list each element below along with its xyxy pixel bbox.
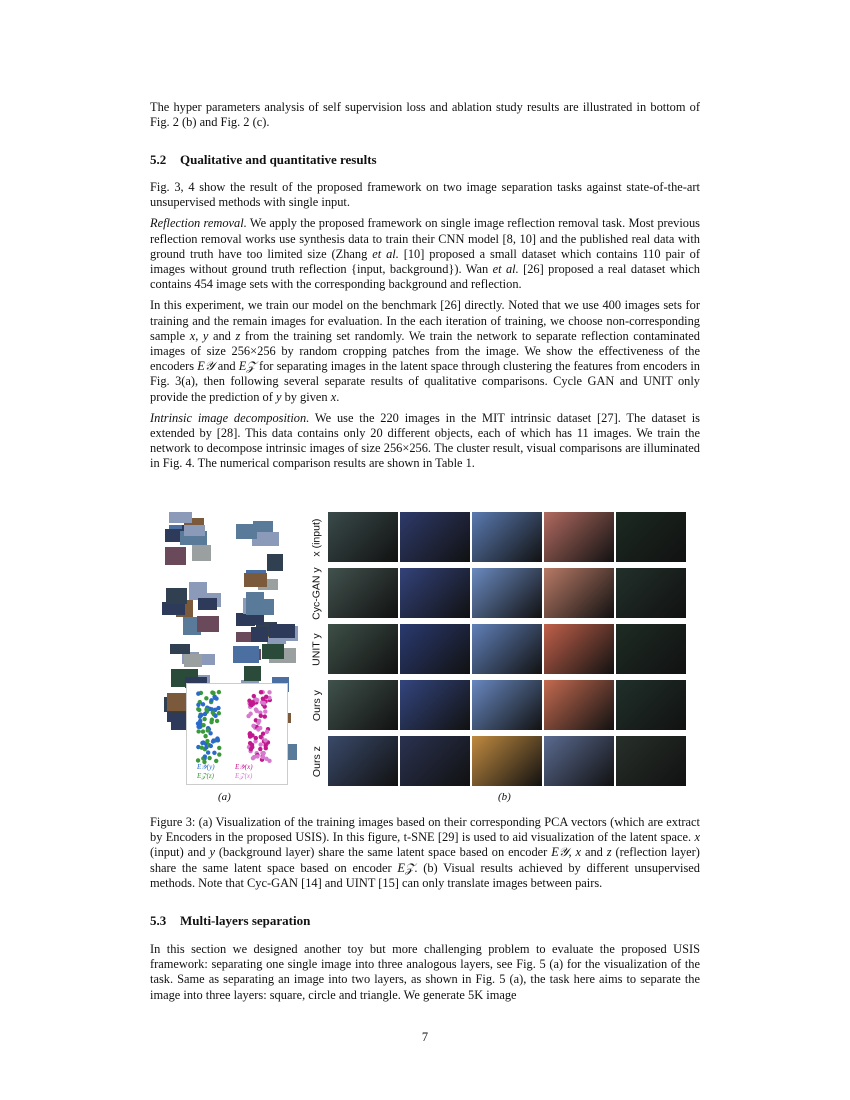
result-image — [328, 680, 398, 730]
paragraph-multilayer: In this section we designed another toy but more challenging problem to evaluate the proposed USIS framework: separating one single image into three analogous layers, see Fig. 5 (a) for the visualization of the task. Same as separating an image into two layers, as shown in Fig. 5 (a), the task here aims to separate the image into three layers: square, circle and triangle. We generate 5K image — [150, 942, 700, 1002]
section-5-2-heading — [150, 152, 700, 167]
training-thumbnail — [262, 644, 284, 659]
result-image — [544, 512, 614, 562]
legend-ez-z: E𝒵(z) — [197, 772, 214, 780]
tsne-point — [212, 751, 216, 755]
tsne-point — [249, 703, 253, 707]
sublabel-a: (a) — [218, 791, 231, 803]
tsne-point — [257, 719, 261, 723]
tsne-point — [250, 743, 254, 747]
result-image — [616, 512, 686, 562]
tsne-point — [258, 726, 262, 730]
tsne-point — [201, 729, 205, 733]
tsne-point — [210, 718, 214, 722]
tsne-point — [259, 714, 263, 718]
training-thumbnail — [170, 644, 190, 654]
tsne-point — [246, 714, 250, 718]
result-image — [400, 624, 470, 674]
legend-ez-x: E𝒵(x) — [235, 772, 253, 780]
training-thumbnail — [166, 588, 187, 603]
training-thumbnail — [246, 599, 274, 616]
tsne-point — [211, 738, 215, 742]
page-number: 7 — [421, 1030, 429, 1044]
figure-3-caption: Figure 3: (a) Visualization of the training images based on their corresponding PCA vectors (which are extract by Encoders in the proposed USIS). In this figure, t-SNE [29] is used to aid visualization of the latent space. x (input) and y (background layer) share the same latent space based on encoder E𝒴, x and z (reflection layer) share the same latent space based on encoder E𝒵. (b) Visual results achieved by different unsupervised methods. Note that Cyc-GAN [14] and UINT [15] can only translate images between pairs. — [150, 815, 700, 890]
tsne-point — [205, 739, 209, 743]
section-title: Qualitative and quantitative results — [180, 152, 377, 167]
result-image — [328, 512, 398, 562]
result-image — [472, 512, 542, 562]
result-image — [400, 680, 470, 730]
training-thumbnail — [169, 512, 192, 523]
tsne-point — [261, 755, 265, 759]
intrinsic-title: Intrinsic image decomposition. — [150, 410, 310, 425]
result-image — [400, 568, 470, 618]
tsne-point — [251, 724, 255, 728]
tsne-point — [213, 714, 217, 718]
result-image — [472, 568, 542, 618]
tsne-point — [198, 724, 202, 728]
result-image — [472, 624, 542, 674]
tsne-point — [250, 733, 254, 737]
result-image — [328, 568, 398, 618]
tsne-point — [196, 691, 200, 695]
tsne-point — [204, 707, 208, 711]
row-label-ours-z: Ours z — [310, 746, 323, 778]
result-image — [616, 736, 686, 786]
tsne-point — [263, 738, 267, 742]
figure-3 — [150, 508, 700, 808]
section-5-3-heading — [150, 913, 700, 928]
result-image — [544, 568, 614, 618]
tsne-point — [203, 712, 207, 716]
training-thumbnail — [267, 554, 283, 571]
training-thumbnail — [184, 654, 201, 667]
result-image — [328, 624, 398, 674]
result-image — [544, 680, 614, 730]
row-label-cycgan: Cyc-GAN y — [310, 567, 323, 621]
training-thumbnail — [269, 624, 295, 638]
result-image — [544, 736, 614, 786]
result-image — [544, 624, 614, 674]
result-image — [616, 624, 686, 674]
result-image — [472, 736, 542, 786]
tsne-point — [258, 742, 262, 746]
tsne-point — [263, 714, 267, 718]
result-image — [328, 736, 398, 786]
training-thumbnail — [233, 646, 259, 663]
training-thumbnail — [197, 616, 219, 632]
training-thumbnail — [244, 666, 261, 681]
row-label-unit: UNIT y — [310, 633, 323, 667]
tsne-point — [215, 736, 219, 740]
reflection-removal-title: Reflection removal. — [150, 216, 247, 231]
tsne-point — [197, 708, 201, 712]
tsne-point — [196, 703, 200, 707]
tsne-point — [202, 717, 206, 721]
tsne-point — [258, 747, 262, 751]
paragraph-experiment: In this experiment, we train our model on the benchmark [26] directly. Noted that we use 400 images sets for training and the remain images for evaluation. In the each iteration of training, we choose non-corresponding sample x, y and z from the training set randomly. We train the network to separate reflection contaminated images of size 256×256 by random cropping patches from the image. We show the effectiveness of the encoders E𝒴 and E𝒵 for separating images in the latent space through clustering the features from encoders in Fig. 3(a), then following several separate results of qualitative comparisons. Cycle GAN and UNIT only provide the prediction of y by given x. — [150, 298, 701, 404]
tsne-point — [201, 740, 205, 744]
tsne-point — [214, 696, 218, 700]
section-number: 5.3 — [150, 913, 167, 928]
tsne-point — [255, 709, 259, 713]
tsne-point — [264, 695, 268, 699]
tsne-point — [217, 752, 221, 756]
legend-ey-x: E𝒴(x) — [235, 763, 253, 771]
paragraph-reflection-removal: Reflection removal. We apply the proposed framework on single image reflection removal task. Most previous reflection removal works use synthesis data to train their CNN model [8, 10] and the published real data with ground truth have too limited size (Zhang et al. [10] proposed a small dataset which contains 110 pair of images without ground truth reflection {input, background}). Wan et al. [26] proposed a real dataset which contains 454 image sets with the corresponding background and reflection. — [150, 216, 700, 292]
training-thumbnail — [253, 521, 274, 532]
tsne-point — [200, 746, 204, 750]
tsne-point — [259, 690, 263, 694]
tsne-point — [252, 755, 256, 759]
result-image — [616, 568, 686, 618]
tsne-legend — [197, 763, 273, 781]
paragraph-overview: Fig. 3, 4 show the result of the proposed framework on two image separation tasks against state-of-the-art unsupervised methods with single input. — [150, 180, 700, 210]
tsne-point — [255, 698, 259, 702]
row-label-input: x (input) — [310, 519, 323, 557]
tsne-point — [206, 750, 210, 754]
tsne-point — [209, 698, 213, 702]
training-thumbnail — [244, 573, 266, 588]
tsne-point — [217, 746, 221, 750]
tsne-point — [207, 756, 211, 760]
training-thumbnail — [165, 547, 186, 564]
legend-ey-y: E𝒴(y) — [197, 763, 215, 771]
tsne-point — [216, 706, 220, 710]
intro-text: The hyper parameters analysis of self supervision loss and ablation study results are illustrated in bottom of Fig. 2 (b) and Fig. 2 (c). — [150, 100, 700, 130]
sublabel-b: (b) — [498, 791, 511, 803]
tsne-scatter — [187, 684, 287, 768]
tsne-point — [252, 694, 256, 698]
tsne-point — [262, 701, 266, 705]
training-thumbnail — [198, 598, 217, 610]
tsne-point — [263, 743, 267, 747]
section-5-3-body — [150, 942, 700, 1003]
tsne-point — [203, 754, 207, 758]
tsne-cluster-plot — [186, 683, 288, 785]
result-image — [400, 512, 470, 562]
result-image — [472, 680, 542, 730]
intro-paragraph — [150, 100, 700, 130]
tsne-point — [265, 730, 269, 734]
training-thumbnail — [251, 627, 267, 642]
section-title: Multi-layers separation — [180, 913, 311, 928]
training-thumbnail — [192, 545, 211, 561]
tsne-point — [209, 744, 213, 748]
paragraph-intrinsic: Intrinsic image decomposition. We use the 220 images in the MIT intrinsic dataset [27]. The dataset is extended by [28]. This data contains only 20 different objects, each of which has 11 images. We train the network to decompose intrinsic images of size 256×256. The cluster result, visual comparisons are illuminated in Fig. 4. The numerical comparison results are shown in Table 1. — [150, 410, 700, 471]
tsne-point — [215, 719, 219, 723]
tsne-point — [267, 690, 271, 694]
result-image — [400, 736, 470, 786]
tsne-point — [211, 691, 215, 695]
tsne-point — [260, 751, 264, 755]
tsne-point — [263, 709, 267, 713]
training-thumbnail — [184, 525, 206, 536]
tsne-point — [201, 702, 205, 706]
tsne-point — [203, 734, 207, 738]
result-image — [616, 680, 686, 730]
section-5-2-body — [150, 180, 700, 472]
tsne-point — [217, 690, 221, 694]
tsne-point — [196, 729, 200, 733]
tsne-point — [199, 713, 203, 717]
row-label-ours-y: Ours y — [310, 690, 323, 722]
tsne-point — [259, 735, 263, 739]
section-number: 5.2 — [150, 152, 167, 167]
training-thumbnail — [162, 602, 185, 616]
tsne-point — [204, 696, 208, 700]
tsne-point — [249, 747, 253, 751]
tsne-point — [208, 731, 212, 735]
